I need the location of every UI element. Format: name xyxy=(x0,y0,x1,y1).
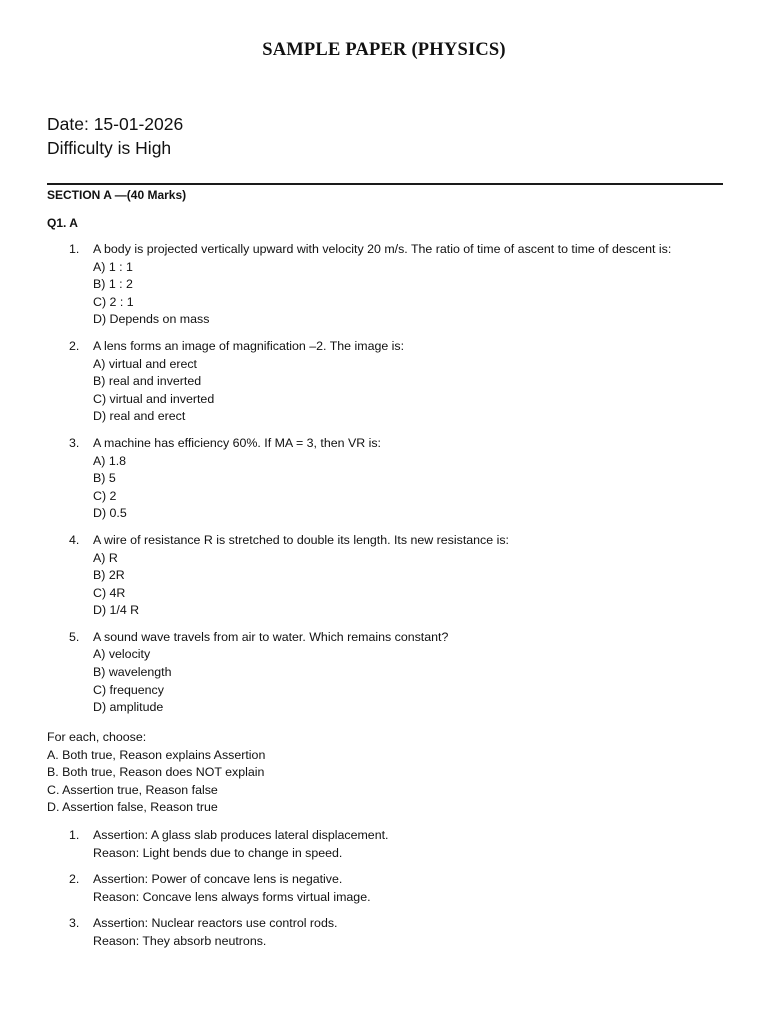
assertion-item xyxy=(47,915,727,950)
assertion-list xyxy=(47,827,727,951)
section-heading: SECTION A —(40 Marks) xyxy=(47,188,187,202)
date-value: : 15-01-2026 xyxy=(83,114,184,134)
mcq-option: D) Depends on mass xyxy=(93,312,210,327)
reason-text: Reason: Light bends due to change in speed. xyxy=(93,845,343,860)
mcq-option: B) 5 xyxy=(93,471,116,486)
ar-choice: D. Assertion false, Reason true xyxy=(47,800,218,815)
assertion-text: Assertion: A glass slab produces lateral displacement. xyxy=(93,828,389,842)
ar-choice: C. Assertion true, Reason false xyxy=(47,782,218,797)
mcq-option: D) amplitude xyxy=(93,700,164,715)
mcq-option: C) frequency xyxy=(93,682,164,697)
mcq-option: A) velocity xyxy=(93,647,151,662)
ar-intro: For each, choose: xyxy=(47,730,147,744)
assertion-item xyxy=(47,871,727,906)
mcq-option: D) 0.5 xyxy=(93,506,127,521)
reason-text: Reason: Concave lens always forms virtual image. xyxy=(93,889,371,904)
ar-choice: A. Both true, Reason explains Assertion xyxy=(47,747,266,762)
assertion-number: 2. xyxy=(69,872,80,887)
mcq-stem: A wire of resistance R is stretched to double its length. Its new resistance is: xyxy=(93,532,509,547)
mcq-stem: A sound wave travels from air to water. Which remains constant? xyxy=(93,629,449,644)
mcq-option: C) 2 : 1 xyxy=(93,294,134,309)
mcq-option: C) 2 xyxy=(93,488,117,503)
mcq-number: 2. xyxy=(69,338,80,353)
ar-instructions xyxy=(47,729,265,817)
mcq-option: B) real and inverted xyxy=(93,374,202,389)
ar-choice: B. Both true, Reason does NOT explain xyxy=(47,765,265,780)
mcq-option: C) 4R xyxy=(93,585,126,600)
assertion-text: Assertion: Power of concave lens is negative. xyxy=(93,872,343,887)
mcq-option: A) 1 : 1 xyxy=(93,259,133,274)
reason-text: Reason: They absorb neutrons. xyxy=(93,933,267,948)
date-line xyxy=(47,112,183,136)
assertion-number: 1. xyxy=(69,828,80,842)
mcq-item xyxy=(47,241,727,329)
mcq-option: D) 1/4 R xyxy=(93,603,140,618)
paper-meta xyxy=(47,112,183,160)
question-heading: Q1. A xyxy=(47,216,78,230)
date-label: Date xyxy=(47,114,84,134)
mcq-number: 5. xyxy=(69,629,80,644)
mcq-stem: A body is projected vertically upward with velocity 20 m/s. The ratio of time of ascent to time of descent is: xyxy=(93,242,672,256)
mcq-item xyxy=(47,435,727,523)
mcq-stem: A machine has efficiency 60%. If MA = 3, then VR is: xyxy=(93,435,382,450)
difficulty-line: Difficulty is High xyxy=(47,138,172,158)
mcq-option: C) virtual and inverted xyxy=(93,391,215,406)
assertion-text: Assertion: Nuclear reactors use control rods. xyxy=(93,916,338,931)
mcq-option: B) 1 : 2 xyxy=(93,277,133,292)
mcq-number: 4. xyxy=(69,532,80,547)
mcq-item xyxy=(47,338,727,426)
mcq-item xyxy=(47,532,727,620)
mcq-number: 3. xyxy=(69,435,80,450)
mcq-option: D) real and erect xyxy=(93,409,186,424)
mcq-item xyxy=(47,629,727,717)
mcq-option: B) wavelength xyxy=(93,665,172,680)
mcq-option: A) 1.8 xyxy=(93,453,127,468)
mcq-option: A) virtual and erect xyxy=(93,356,197,371)
mcq-number: 1. xyxy=(69,242,80,256)
mcq-option: B) 2R xyxy=(93,568,125,583)
page-title: SAMPLE PAPER (PHYSICS) xyxy=(262,40,506,60)
section-divider xyxy=(47,183,723,185)
mcq-stem: A lens forms an image of magnification –2. The image is: xyxy=(93,338,405,353)
assertion-item xyxy=(47,827,727,862)
assertion-number: 3. xyxy=(69,916,80,931)
mcq-list xyxy=(47,241,727,717)
mcq-option: A) R xyxy=(93,550,118,565)
